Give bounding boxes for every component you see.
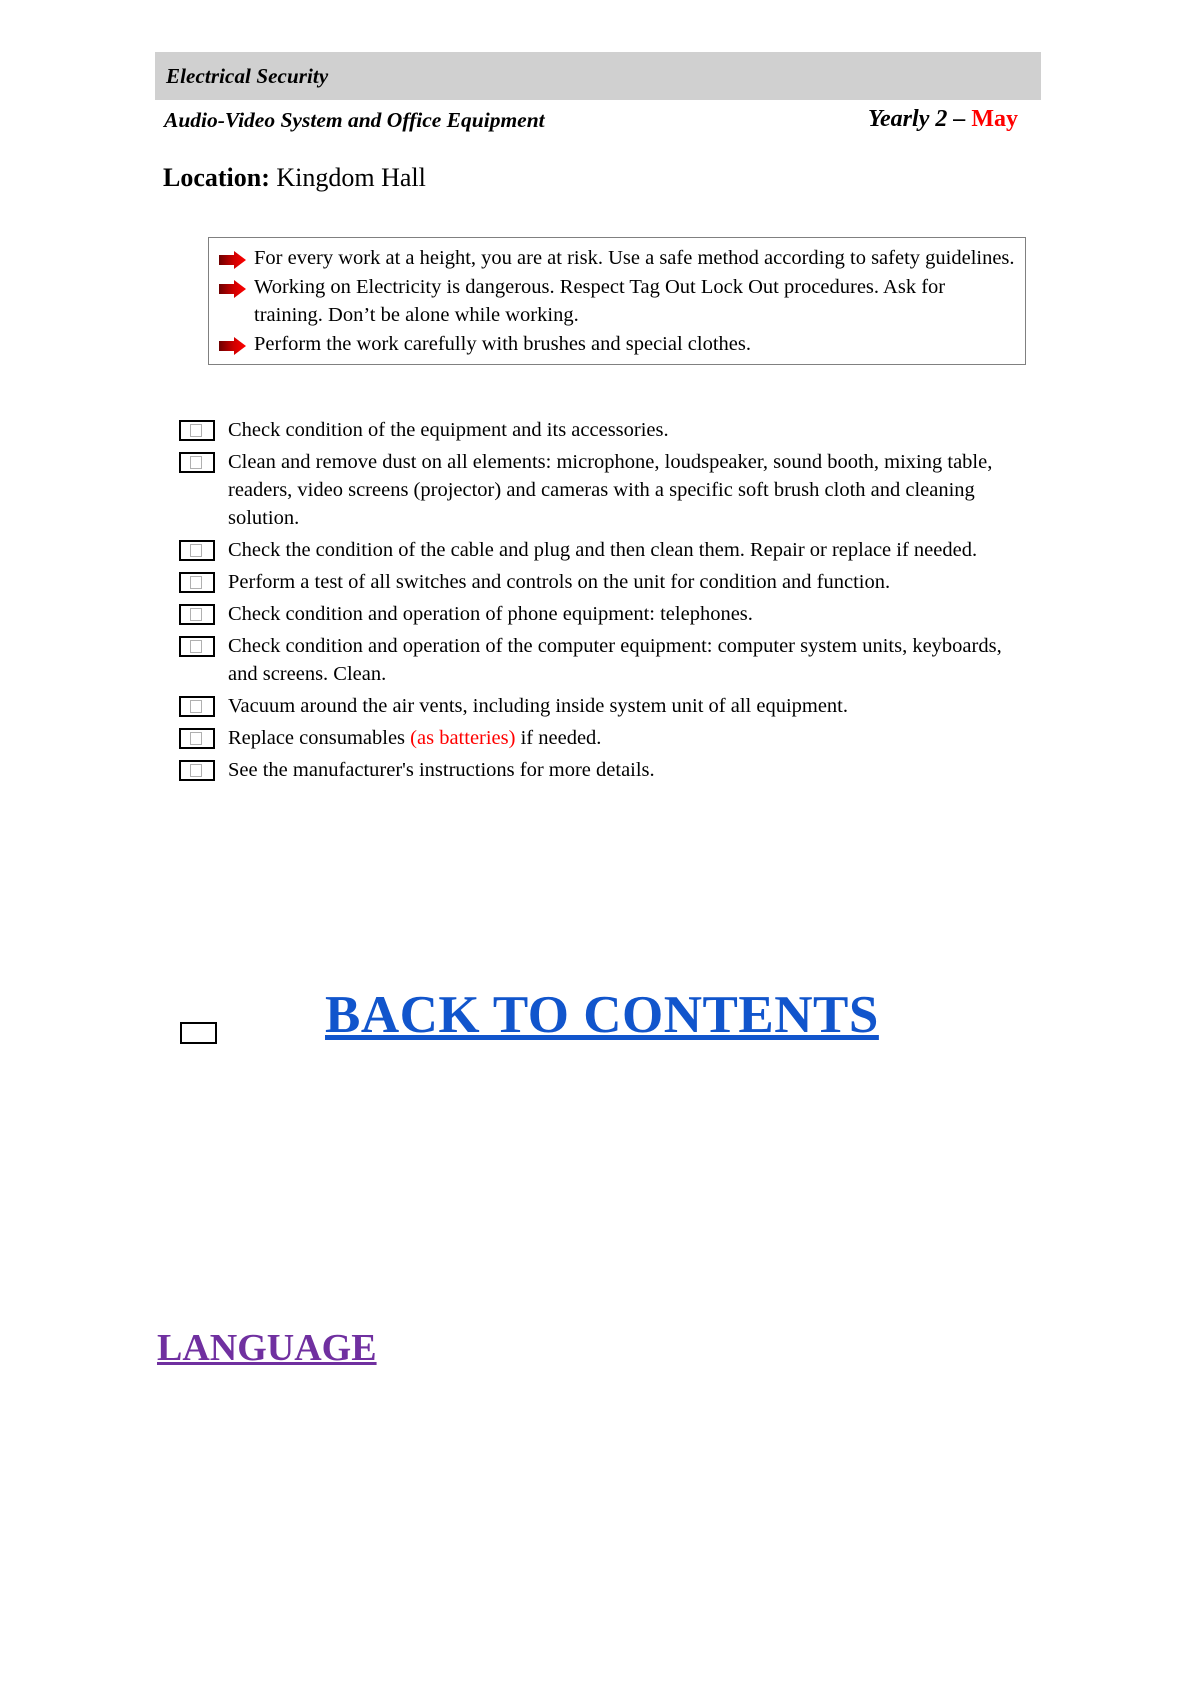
period-label <box>868 106 1018 133</box>
safety-item-text: Working on Electricity is dangerous. Respect Tag Out Lock Out procedures. Ask for training. Don’t be alone while working. <box>254 276 946 326</box>
checklist-item <box>179 724 1029 752</box>
checkbox[interactable] <box>179 604 215 625</box>
checklist-item-label: See the manufacturer's instructions for more details. <box>228 759 655 781</box>
checkbox[interactable] <box>179 696 215 717</box>
document-subtitle: Audio-Video System and Office Equipment <box>164 108 545 132</box>
location-label: Location: <box>163 163 270 192</box>
checklist-item-label: Vacuum around the air vents, including inside system unit of all equipment. <box>228 695 849 717</box>
subtitle-row <box>155 108 1041 142</box>
checkbox[interactable] <box>179 572 215 593</box>
checklist-item-label: Check the condition of the cable and plug and then clean them. Repair or replace if needed. <box>228 539 978 561</box>
checklist-item <box>179 632 1029 688</box>
checklist-item <box>179 416 1029 444</box>
red-arrow-icon <box>219 278 247 296</box>
checklist-item-label: Perform a test of all switches and controls on the unit for condition and function. <box>228 571 891 593</box>
checklist-item-text-before: Replace consumables <box>228 727 411 749</box>
safety-item <box>217 273 1015 329</box>
checkbox[interactable] <box>179 728 215 749</box>
checklist-item <box>179 756 1029 784</box>
back-to-contents-link[interactable]: BACK TO CONTENTS <box>325 986 879 1044</box>
checkbox[interactable] <box>179 760 215 781</box>
location-value: Kingdom Hall <box>276 163 426 192</box>
header-band <box>155 52 1041 100</box>
checklist-item-label: Check condition and operation of phone equipment: telephones. <box>228 603 753 625</box>
period-month: May <box>971 106 1018 132</box>
checklist <box>179 416 1029 788</box>
checklist-item <box>179 448 1029 532</box>
checklist-item-red-note: (as batteries) <box>410 727 516 749</box>
language-link[interactable]: LANGUAGE <box>157 1327 377 1369</box>
checkbox[interactable] <box>179 636 215 657</box>
checklist-item-label: Check condition and operation of the computer equipment: computer system units, keyboards, and screens. Clean. <box>228 635 1002 685</box>
checklist-item <box>179 568 1029 596</box>
contents-checkbox[interactable] <box>180 1022 217 1044</box>
checklist-item-label: Clean and remove dust on all elements: microphone, loudspeaker, sound booth, mixing table, readers, video screens (projector) and cameras with a specific soft brush cloth and cleaning solution. <box>228 451 993 529</box>
checklist-item-label: Check condition of the equipment and its accessories. <box>228 419 669 441</box>
back-to-contents-block <box>0 985 1191 1055</box>
checkbox[interactable] <box>179 452 215 473</box>
checklist-item <box>179 692 1029 720</box>
header-band-title: Electrical Security <box>166 63 329 88</box>
safety-item-text: Perform the work carefully with brushes and special clothes. <box>254 333 751 355</box>
location-row <box>163 163 426 193</box>
checklist-item-label <box>228 727 601 749</box>
red-arrow-icon <box>219 335 247 353</box>
checkbox[interactable] <box>179 420 215 441</box>
safety-warning-box <box>208 237 1026 365</box>
red-arrow-icon <box>219 249 247 267</box>
checklist-item <box>179 600 1029 628</box>
checklist-item <box>179 536 1029 564</box>
period-prefix: Yearly 2 – <box>868 106 972 132</box>
safety-item-text: For every work at a height, you are at risk. Use a safe method according to safety guidelines. <box>254 247 1015 269</box>
safety-item <box>217 244 1015 272</box>
safety-item <box>217 330 1015 358</box>
checkbox[interactable] <box>179 540 215 561</box>
checklist-item-text-after: if needed. <box>515 727 602 749</box>
